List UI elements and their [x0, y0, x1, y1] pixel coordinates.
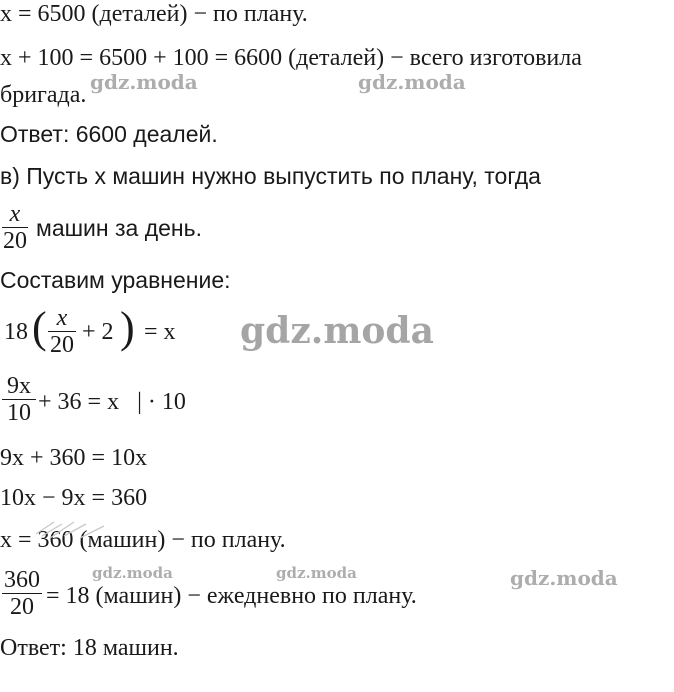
watermark-logo: gdz.moda: [240, 310, 434, 352]
answer-part-b: Ответ: 6600 деалей.: [0, 121, 218, 147]
fraction-denominator: 20: [50, 332, 74, 358]
equation-2-fraction: [2, 374, 36, 425]
equation-4: 10x − 9x = 360: [0, 485, 148, 511]
fraction-numerator: 9x: [7, 373, 31, 399]
equation-6-rest: = 18 (машин) − ежедневно по плану.: [46, 583, 417, 609]
compose-equation-heading: Составим уравнение:: [0, 267, 231, 293]
equation-1-coefficient: 18: [4, 319, 28, 345]
equation-1-right-paren: ): [120, 303, 135, 352]
watermark-logo: gdz.moda: [358, 70, 466, 94]
equation-1-right-side: = x: [144, 319, 176, 345]
cars-per-day-text: машин за день.: [36, 215, 203, 241]
fraction-numerator: 360: [4, 567, 40, 593]
watermark-logo: gdz.moda: [90, 70, 198, 94]
fraction-numerator: x: [9, 201, 21, 227]
solution-line-brigade: бригада.: [0, 82, 87, 108]
task-part-v-intro: в) Пусть x машин нужно выпустить по плану, тогда: [0, 163, 541, 189]
answer-part-v: Ответ: 18 машин.: [0, 635, 179, 661]
equation-1-plus-two: + 2: [82, 319, 114, 345]
equation-1-left-paren: (: [32, 303, 47, 352]
fraction-x-over-20: [2, 202, 28, 253]
fraction-denominator: 10: [7, 400, 31, 426]
watermark-logo: gdz.moda: [276, 564, 357, 582]
equation-1-fraction: [48, 306, 76, 357]
fraction-denominator: 20: [10, 594, 34, 620]
fraction-numerator: x: [56, 305, 68, 331]
scribble-mark: [34, 516, 124, 542]
fraction-denominator: 20: [3, 228, 27, 254]
equation-6-fraction: [2, 568, 42, 619]
equation-5-plan-result: x = 360 (машин) − по плану.: [0, 527, 286, 553]
watermark-logo: gdz.moda: [510, 566, 618, 590]
watermark-logo: gdz.moda: [92, 564, 173, 582]
solution-line-total-details: x + 100 = 6500 + 100 = 6600 (деталей) − всего изготовила: [0, 45, 582, 71]
equation-2-rest: + 36 = x | · 10: [38, 389, 186, 415]
equation-3: 9x + 360 = 10x: [0, 445, 148, 471]
solution-line-plan-details: x = 6500 (деталей) − по плану.: [0, 1, 308, 27]
